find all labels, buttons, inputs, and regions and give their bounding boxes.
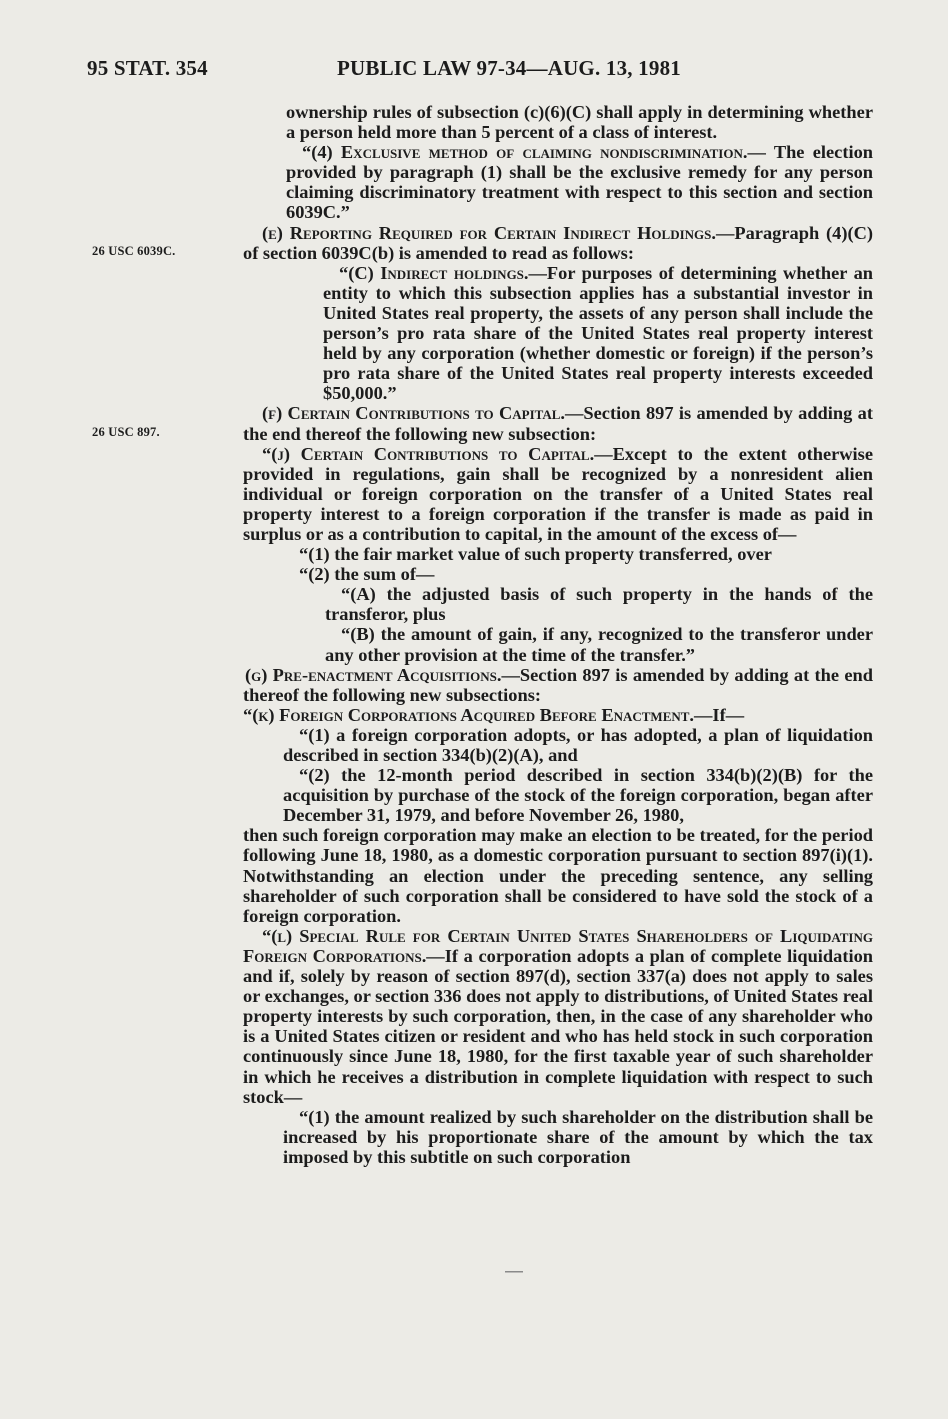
statute-page-number: 95 STAT. 354 bbox=[87, 56, 208, 80]
paragraph bbox=[243, 263, 873, 404]
section-heading: “(j) Certain Contributions to Capital.— bbox=[262, 443, 613, 464]
running-head: PUBLIC LAW 97-34—AUG. 13, 1981 bbox=[337, 56, 681, 80]
paragraph: “(A) the adjusted basis of such property in the hands of the transferor, plus bbox=[325, 584, 873, 625]
paragraph bbox=[243, 142, 873, 222]
paragraph: “(1) the fair market value of such property transferred, over bbox=[299, 544, 772, 565]
paragraph bbox=[243, 665, 873, 705]
paragraph-text: For purposes of determining whether an entity to which this subsection applies has a substantial investor in United States real property, the assets of any person shall include the person’s pro rata share of the United States real property interest held by any corporation (whether domestic or foreign) if the person’s pro rata share of the United States real property interests exceeded $50,000.” bbox=[323, 262, 873, 404]
paragraph-text: If a corporation adopts a plan of complete liquidation and if, solely by reason of section 897(d), section 337(a) does not apply to sales or exchanges, or section 336 does not apply to distributions, of United States real property interests by such corporation, then, in the case of any shareholder who is a United States citizen or resident and who has held stock in such corporation continuously since June 18, 1980, for the first taxable year of such shareholder in which he receives a distribution in complete liquidation with respect to such stock— bbox=[243, 945, 873, 1107]
paragraph: “(2) the 12-month period described in section 334(b)(2)(B) for the acquisition by purchase of the stock of the foreign corporation, began after December 31, 1979, and before November 26, 1980, bbox=[283, 765, 873, 826]
section-heading: “(C) Indirect holdings.— bbox=[339, 262, 547, 283]
paragraph bbox=[243, 444, 873, 544]
paragraph: “(1) the amount realized by such shareholder on the distribution shall be increased by his proportionate share of the amount by which the tax imposed by this subtitle on such corporation bbox=[283, 1106, 873, 1167]
section-heading: “(4) Exclusive method of claiming nondiscrimination.— bbox=[302, 142, 766, 163]
paragraph: then such foreign corporation may make an election to be treated, for the period following June 18, 1980, as a domestic corporation pursuant to section 897(i)(1). Notwithstanding an election under the preceding sentence, any selling shareholder of such corporation shall be considered to have sold the stock of a foreign corporation. bbox=[243, 825, 873, 926]
section-heading: “(k) Foreign Corporations Acquired Before Enactment.— bbox=[243, 704, 713, 725]
paragraph bbox=[243, 926, 873, 1107]
page-header bbox=[0, 56, 948, 86]
paragraph-text: Section 897 is amended by adding at the end thereof the following new subsection: bbox=[243, 403, 873, 444]
paragraph bbox=[243, 705, 873, 725]
paragraph: “(B) the amount of gain, if any, recognized to the transferor under any other provision at the time of the transfer.” bbox=[325, 624, 873, 665]
paragraph-text: Paragraph (4)(C) of section 6039C(b) is amended to read as follows: bbox=[243, 222, 873, 263]
paragraph-text: Section 897 is amended by adding at the end thereof the following new subsections: bbox=[243, 664, 873, 705]
margin-note-usc-897: 26 USC 897. bbox=[92, 425, 160, 439]
paragraph: “(2) the sum of— bbox=[299, 564, 435, 585]
section-heading: (e) Reporting Required for Certain Indirect Holdings.— bbox=[262, 222, 735, 243]
paragraph bbox=[243, 223, 873, 263]
paragraph: ownership rules of subsection (c)(6)(C) shall apply in determining whether a person held more than 5 percent of a class of interest. bbox=[286, 102, 873, 143]
footer-rule bbox=[505, 1270, 525, 1274]
section-heading: “(l) Special Rule for Certain United States Shareholders of Liquidating Foreign Corporations.— bbox=[243, 925, 873, 966]
section-heading: (g) Pre-enactment Acquisitions.— bbox=[245, 664, 520, 685]
margin-note-usc-6039c: 26 USC 6039C. bbox=[92, 244, 176, 258]
paragraph: “(1) a foreign corporation adopts, or has adopted, a plan of liquidation described in section 334(b)(2)(A), and bbox=[283, 724, 873, 765]
paragraph bbox=[243, 403, 873, 443]
paragraph-text: Except to the extent otherwise provided in regulations, gain shall be recognized by a nonresident alien individual or foreign corporation on the transfer of a United States real property interest to a foreign corporation if the transfer is made as paid in surplus or as a contribution to capital, in the amount of the excess of— bbox=[243, 443, 873, 544]
paragraph-text: If— bbox=[712, 704, 745, 725]
section-heading: (f) Certain Contributions to Capital.— bbox=[262, 403, 584, 424]
paragraph-text: The election provided by paragraph (1) shall be the exclusive remedy for any person claiming discriminatory treatment with respect to this section and section 6039C.” bbox=[286, 142, 874, 223]
statute-text bbox=[243, 102, 873, 1167]
